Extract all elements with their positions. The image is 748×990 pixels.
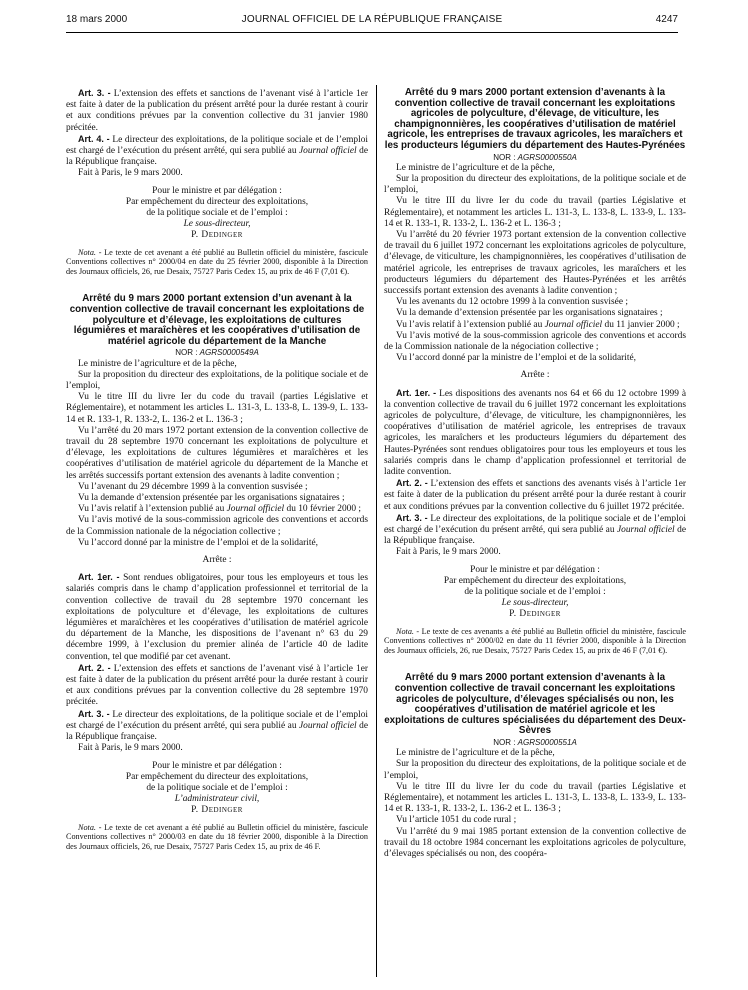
- body-paragraph: Sur la proposition du directeur des exploitations, de la politique sociale et de l’emploi,: [384, 759, 686, 781]
- signature-title: Le sous-directeur,: [183, 219, 251, 230]
- body-paragraph: Vu l’avenant du 29 décembre 1999 à la convention susvisée ;: [78, 481, 308, 492]
- article-paragraph: Art. 2. - L’extension des effets et sanctions de l’avenant visé à l’article 1er est faite à dater de la publication du présent arrêté pour la durée restant à courir et aux conditions prévues par la convention collective du 28 septembre 1970 précitée.: [66, 662, 368, 708]
- page-header: [66, 14, 678, 32]
- header-title: JOURNAL OFFICIEL DE LA RÉPUBLIQUE FRANÇAISE: [241, 14, 503, 25]
- body-paragraph: Vu l’arrêté du 9 mai 1985 portant extension de la convention collective de travail du 18 octobre 1984 concernant les exploitations agricoles de polyculture, d’élevages spécialisés ou non, des coopéra-: [384, 826, 686, 860]
- body-paragraph: Le ministre de l’agriculture et de la pêche,: [78, 358, 237, 369]
- article-paragraph: Art. 4. - Le directeur des exploitations, de la politique sociale et de l’emploi est chargé de l’exécution du présent arrêté, qui sera publié au Journal officiel de la République française.: [66, 133, 368, 168]
- header-date: 18 mars 2000: [66, 14, 128, 25]
- body-paragraph: Vu les avenants du 12 octobre 1999 à la convention susvisée ;: [396, 297, 628, 308]
- body-paragraph: Vu l’avis relatif à l’extension publié au Journal officiel du 10 février 2000 ;: [78, 504, 361, 515]
- body-paragraph: Vu l’avis relatif à l’extension publié au Journal officiel du 11 janvier 2000 ;: [396, 319, 680, 330]
- article-paragraph: Art. 3. - Le directeur des exploitations, de la politique sociale et de l’emploi est chargé de l’exécution du présent arrêté, qui sera publié au Journal officiel de la République française.: [384, 512, 686, 547]
- signature-line: Pour le ministre et par délégation :: [470, 564, 600, 575]
- body-paragraph: Vu le titre III du livre Ier du code du travail (parties Législative et Réglementaire), et notamment les articles L. 131-3, L. 133-8, L. 133-9, L. 133-14 et R. 133-1, R. 133-2, L. 136-2 et L. 136-3 ;: [384, 781, 686, 815]
- decree-title: Arrêté du 9 mars 2000 portant extension d’avenants à la convention collective de travail concernant les exploitations agricoles de polyculture, d’élevages spécialisés ou non, les coopératives d’utilisation de matériel agricole et les exploitations de cultures spécialisées du département des Deux-Sèvres: [384, 672, 686, 737]
- signature-line: Par empêchement du directeur des exploitations,: [125, 771, 309, 782]
- body-paragraph: Vu le titre III du livre Ier du code du travail (parties Législative et Réglementaire), et notamment les articles L. 131-3, L. 133-8, L. 139-9, L. 133-14 et R. 133-1, R. 133-2, L. 136-2 et L. 136-3 ;: [66, 392, 368, 425]
- fait-line: Fait à Paris, le 9 mars 2000.: [396, 547, 501, 558]
- body-paragraph: Vu l’arrêté du 20 mars 1972 portant extension de la convention collective de travail du 28 septembre 1970 concernant les exploitations de polyculture et d’élevage, les exploitations de cultures légumières et maraîchères et les coopératives d’utilisation de matériel agricole du département de la Manche et les arrêtés successifs portant extension des avenants à ladite convention ;: [66, 425, 368, 481]
- signature-name: P. Dedinger: [191, 805, 243, 816]
- signature-line: de la politique sociale et de l’emploi :: [464, 587, 606, 598]
- article-paragraph: Art. 1er. - Sont rendues obligatoires, pour tous les employeurs et tous les salariés compris dans le champ d’application professionnel et territorial de la convention collective de travail du 28 septembre 1970 concernant les exploitations de polyculture et d’élevage, les exploitations de cultures légumières et maraîchères et les coopératives d’utilisation de matériel agricole du département de la Manche, les dispositions de l’avenant n° 63 du 29 décembre 1999, à l’exclusion du premier alinéa de l’article 40 de ladite convention, tel que modifié par cet avenant.: [66, 572, 368, 662]
- signature-line: de la politique sociale et de l’emploi :: [146, 208, 288, 219]
- body-paragraph: Vu l’accord donné par la ministre de l’emploi et de la solidarité,: [396, 353, 636, 364]
- signature-name: P. Dedinger: [191, 230, 243, 241]
- nota: Nota. - Le texte de cet avenant a été publié au Bulletin officiel du ministère, fascicule Conventions collectives n° 2000/03 en date du 18 février 2000, disponible à la Direction des Journaux officiels, 26, rue Desaix, 75727 Paris Cedex 15, au prix de 46 F.: [66, 822, 368, 851]
- page-number: 4247: [655, 14, 678, 25]
- body-paragraph: Sur la proposition du directeur des exploitations, de la politique sociale et de l’emploi,: [66, 369, 368, 391]
- signature-line: Pour le ministre et par délégation :: [152, 185, 282, 196]
- body-paragraph: Vu la demande d’extension présentée par les organisations signataires ;: [396, 308, 663, 319]
- fait-line: Fait à Paris, le 9 mars 2000.: [78, 168, 183, 179]
- nor-reference: NOR : AGRS0000551A: [493, 738, 577, 748]
- article-paragraph: Art. 2. - L’extension des effets et sanctions des avenants visés à l’article 1er est faite à dater de la publication du présent arrêté pour la durée restant à courir et aux conditions prévues par la convention collective du 6 juillet 1972 précitée.: [384, 478, 686, 512]
- body-paragraph: Vu l’avis motivé de la sous-commission agricole des conventions et accords de la Commission nationale de la négociation collective ;: [384, 330, 686, 353]
- nor-reference: NOR : AGRS0000549A: [175, 348, 259, 358]
- body-paragraph: Vu l’article 1051 du code rural ;: [396, 815, 517, 826]
- body-paragraph: Le ministre de l’agriculture et de la pêche,: [396, 162, 555, 173]
- body-paragraph: Vu l’avis motivé de la sous-commission agricole des conventions et accords de la Commission nationale de la négociation collective ;: [66, 515, 368, 537]
- body-paragraph: Vu la demande d’extension présentée par les organisations signataires ;: [78, 493, 345, 504]
- left-column: [66, 88, 368, 851]
- signature-line: Pour le ministre et par délégation :: [152, 760, 282, 771]
- column-divider: [376, 85, 377, 977]
- signature-title: L’administrateur civil,: [174, 794, 260, 805]
- arrete-heading: Arrête :: [520, 370, 550, 381]
- signature-line: Par empêchement du directeur des exploitations,: [443, 575, 627, 586]
- article-paragraph: Art. 1er. - Les dispositions des avenants nos 64 et 66 du 12 octobre 1999 à la convention collective de travail du 6 juillet 1972 concernant les exploitations agricoles de polyculture, d’élevage, de viticulture, les champignonnières, les coopératives d’utilisation de matériel agricole, les entreprises de travaux agricoles, les maraîchers et les producteurs légumiers du département des Hautes-Pyrénées sont rendues obligatoires pour tous les employeurs et tous les salariés compris dans le champ d’application professionnel et territorial de ladite convention.: [384, 387, 687, 478]
- nota: Nota. - Le texte de ces avenants a été publié au Bulletin officiel du ministère, fascicule Conventions collectives n° 2000/02 en date du 11 février 2000, disponible à la Direction des Journaux officiels, 26, rue Desaix, 75727 Paris Cedex 15, au prix de 46 F (7,01 €).: [384, 626, 686, 655]
- article-paragraph: Art. 3. - L’extension des effets et sanctions de l’avenant visé à l’article 1er est faite à dater de la publication du présent arrêté pour la durée restant à courir et aux conditions prévues par la convention collective du 31 janvier 1980 précitée.: [66, 88, 368, 133]
- fait-line: Fait à Paris, le 9 mars 2000.: [78, 743, 183, 754]
- header-rule: [66, 32, 678, 33]
- decree-title: Arrêté du 9 mars 2000 portant extension d’un avenant à la convention collective de travail concernant les exploitations de polyculture et d’élevage, les exploitations de cultures légumières et maraîchères et les coopératives d’utilisation de matériel agricole du département de la Manche: [69, 293, 365, 347]
- body-paragraph: Vu l’arrêté du 20 février 1973 portant extension de la convention collective de travail du 6 juillet 1972 concernant les exploitations agricoles de polyculture, d’élevage, de viticulture, les champignonnières, les coopératives d’utilisation de matériel agricole, les entreprises de travaux agricoles, les maraîchers et les producteurs légumiers du département des Hautes-Pyrénées et les arrêtés successifs portant extension des avenants à ladite convention ;: [384, 229, 686, 296]
- article-paragraph: Art. 3. - Le directeur des exploitations, de la politique sociale et de l’emploi est chargé de l’exécution du présent arrêté, qui sera publié au Journal officiel de la République française.: [66, 708, 368, 743]
- signature-line: Par empêchement du directeur des exploitations,: [125, 196, 309, 207]
- body-paragraph: Sur la proposition du directeur des exploitations, de la politique sociale et de l’emploi,: [384, 173, 686, 196]
- decree-title: Arrêté du 9 mars 2000 portant extension d’avenants à la convention collective de travail concernant les exploitations agricoles de polyculture, d’élevage, de viticulture, les champignonnières, les coopératives d’utilisation de matériel agricole, les entreprises de travaux agricoles, les maraîchers et les producteurs légumiers du département des Hautes-Pyrénées: [384, 87, 686, 151]
- body-paragraph: Vu le titre III du livre Ier du code du travail (parties Législative et Réglementaire), et notamment les articles L. 131-3, L. 133-8, L. 133-9, L. 133-14 et R. 133-1, R. 133-2, L. 136-2 et L. 136-3 ;: [384, 196, 686, 229]
- body-paragraph: Vu l’accord donné par la ministre de l’emploi et de la solidarité,: [78, 537, 318, 548]
- signature-name: P. Dedinger: [509, 609, 561, 620]
- signature-title: Le sous-directeur,: [501, 598, 569, 609]
- arrete-heading: Arrête :: [202, 555, 232, 566]
- signature-line: de la politique sociale et de l’emploi :: [146, 782, 288, 793]
- right-column: [384, 88, 686, 860]
- nor-reference: NOR : AGRS0000550A: [493, 152, 577, 162]
- body-paragraph: Le ministre de l’agriculture et de la pêche,: [396, 748, 555, 759]
- nota: Nota. - Le texte de cet avenant a été publié au Bulletin officiel du ministère, fascicule Conventions collectives n° 2000/04 en date du 25 février 2000, disponible à la Direction des Journaux officiels, 26, rue Desaix, 75727 Paris Cedex 15, au prix de 46 F (7,01 €).: [66, 247, 368, 276]
